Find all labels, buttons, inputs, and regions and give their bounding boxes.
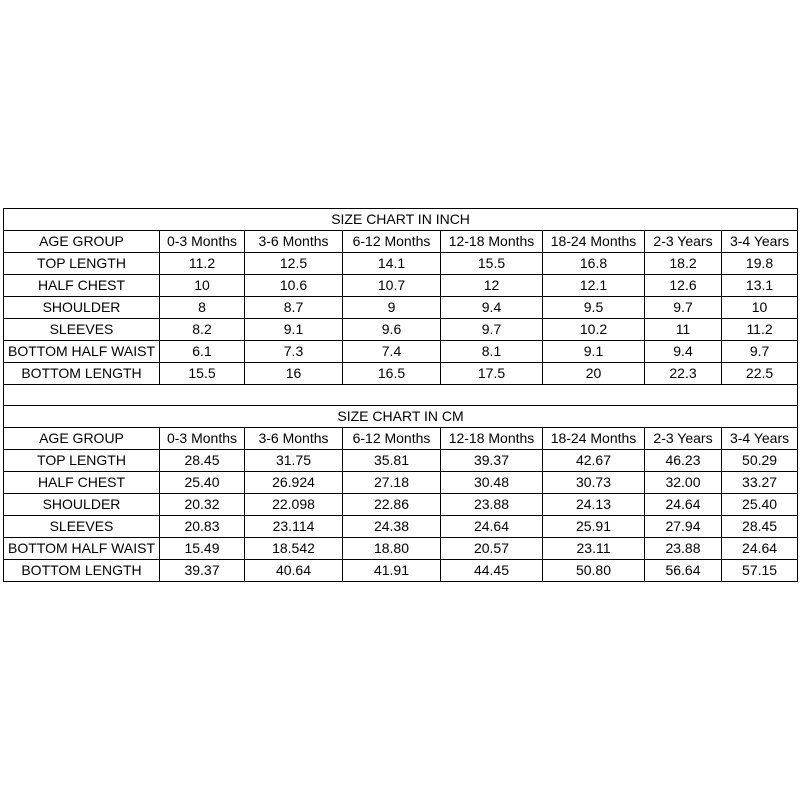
- measurement-cell: 44.45: [441, 560, 543, 582]
- measurement-cell: 31.75: [245, 450, 343, 472]
- measurement-cell: 12.6: [645, 275, 722, 297]
- row-label: BOTTOM HALF WAIST: [4, 538, 160, 560]
- column-header: 18-24 Months: [543, 428, 645, 450]
- cm-chart-table-row: [4, 494, 798, 516]
- measurement-cell: 26.924: [245, 472, 343, 494]
- measurement-cell: 10: [160, 275, 245, 297]
- inch-chart-table-row: [4, 253, 798, 275]
- inch-chart-table-row: [4, 275, 798, 297]
- row-label: SLEEVES: [4, 319, 160, 341]
- measurement-cell: 18.80: [343, 538, 441, 560]
- inch-chart-table-row: [4, 341, 798, 363]
- row-label: BOTTOM LENGTH: [4, 560, 160, 582]
- measurement-cell: 9.5: [543, 297, 645, 319]
- measurement-cell: 39.37: [441, 450, 543, 472]
- measurement-cell: 16.5: [343, 363, 441, 385]
- measurement-cell: 10.6: [245, 275, 343, 297]
- column-header: 18-24 Months: [543, 231, 645, 253]
- measurement-cell: 19.8: [722, 253, 798, 275]
- measurement-cell: 32.00: [645, 472, 722, 494]
- measurement-cell: 18.542: [245, 538, 343, 560]
- row-label: TOP LENGTH: [4, 253, 160, 275]
- cm-chart-table-row: [4, 538, 798, 560]
- cm-chart-header-row: [4, 428, 798, 450]
- column-header: 3-6 Months: [245, 428, 343, 450]
- measurement-cell: 22.5: [722, 363, 798, 385]
- measurement-cell: 24.38: [343, 516, 441, 538]
- measurement-cell: 10.7: [343, 275, 441, 297]
- cm-chart-table-row: [4, 516, 798, 538]
- column-header: 12-18 Months: [441, 231, 543, 253]
- measurement-cell: 6.1: [160, 341, 245, 363]
- column-header: AGE GROUP: [4, 231, 160, 253]
- measurement-cell: 15.5: [160, 363, 245, 385]
- measurement-cell: 22.098: [245, 494, 343, 516]
- measurement-cell: 16: [245, 363, 343, 385]
- measurement-cell: 9.6: [343, 319, 441, 341]
- measurement-cell: 11.2: [160, 253, 245, 275]
- measurement-cell: 20.83: [160, 516, 245, 538]
- column-header: 2-3 Years: [645, 428, 722, 450]
- measurement-cell: 9.7: [441, 319, 543, 341]
- measurement-cell: 16.8: [543, 253, 645, 275]
- spacer-cell: [4, 385, 798, 406]
- measurement-cell: 23.114: [245, 516, 343, 538]
- inch-chart-table-row: [4, 319, 798, 341]
- measurement-cell: 23.88: [645, 538, 722, 560]
- measurement-cell: 25.40: [160, 472, 245, 494]
- measurement-cell: 20.57: [441, 538, 543, 560]
- measurement-cell: 8.1: [441, 341, 543, 363]
- measurement-cell: 42.67: [543, 450, 645, 472]
- measurement-cell: 35.81: [343, 450, 441, 472]
- column-header: AGE GROUP: [4, 428, 160, 450]
- measurement-cell: 28.45: [722, 516, 798, 538]
- measurement-cell: 39.37: [160, 560, 245, 582]
- measurement-cell: 30.73: [543, 472, 645, 494]
- column-header: 3-6 Months: [245, 231, 343, 253]
- inch-chart-table-row: [4, 363, 798, 385]
- measurement-cell: 9.1: [245, 319, 343, 341]
- inch-chart-header-row: [4, 231, 798, 253]
- measurement-cell: 12: [441, 275, 543, 297]
- measurement-cell: 28.45: [160, 450, 245, 472]
- column-header: 0-3 Months: [160, 231, 245, 253]
- measurement-cell: 24.64: [441, 516, 543, 538]
- measurement-cell: 8.7: [245, 297, 343, 319]
- measurement-cell: 33.27: [722, 472, 798, 494]
- measurement-cell: 9.4: [441, 297, 543, 319]
- measurement-cell: 12.5: [245, 253, 343, 275]
- measurement-cell: 25.91: [543, 516, 645, 538]
- column-header: 3-4 Years: [722, 231, 798, 253]
- measurement-cell: 27.18: [343, 472, 441, 494]
- row-label: SHOULDER: [4, 494, 160, 516]
- measurement-cell: 8.2: [160, 319, 245, 341]
- measurement-cell: 24.64: [722, 538, 798, 560]
- measurement-cell: 27.94: [645, 516, 722, 538]
- size-chart-table: [3, 208, 798, 582]
- measurement-cell: 24.64: [645, 494, 722, 516]
- row-label: TOP LENGTH: [4, 450, 160, 472]
- measurement-cell: 41.91: [343, 560, 441, 582]
- cm-chart-table-row: [4, 472, 798, 494]
- measurement-cell: 20.32: [160, 494, 245, 516]
- measurement-cell: 46.23: [645, 450, 722, 472]
- row-label: BOTTOM LENGTH: [4, 363, 160, 385]
- measurement-cell: 15.5: [441, 253, 543, 275]
- row-label: HALF CHEST: [4, 275, 160, 297]
- measurement-cell: 17.5: [441, 363, 543, 385]
- spacer-row: [4, 385, 798, 406]
- measurement-cell: 7.4: [343, 341, 441, 363]
- measurement-cell: 11: [645, 319, 722, 341]
- measurement-cell: 22.3: [645, 363, 722, 385]
- inch-chart-title: SIZE CHART IN INCH: [4, 209, 798, 231]
- row-label: BOTTOM HALF WAIST: [4, 341, 160, 363]
- measurement-cell: 56.64: [645, 560, 722, 582]
- column-header: 6-12 Months: [343, 428, 441, 450]
- measurement-cell: 9.7: [722, 341, 798, 363]
- measurement-cell: 15.49: [160, 538, 245, 560]
- column-header: 0-3 Months: [160, 428, 245, 450]
- measurement-cell: 50.29: [722, 450, 798, 472]
- column-header: 12-18 Months: [441, 428, 543, 450]
- row-label: HALF CHEST: [4, 472, 160, 494]
- measurement-cell: 22.86: [343, 494, 441, 516]
- measurement-cell: 25.40: [722, 494, 798, 516]
- inch-chart-table-row: [4, 297, 798, 319]
- inch-chart-title-row: [4, 209, 798, 231]
- measurement-cell: 50.80: [543, 560, 645, 582]
- measurement-cell: 18.2: [645, 253, 722, 275]
- measurement-cell: 8: [160, 297, 245, 319]
- cm-chart-table-row: [4, 560, 798, 582]
- cm-chart-title: SIZE CHART IN CM: [4, 406, 798, 428]
- cm-chart-table-row: [4, 450, 798, 472]
- measurement-cell: 9.1: [543, 341, 645, 363]
- cm-chart-title-row: [4, 406, 798, 428]
- measurement-cell: 9.7: [645, 297, 722, 319]
- measurement-cell: 24.13: [543, 494, 645, 516]
- measurement-cell: 57.15: [722, 560, 798, 582]
- row-label: SHOULDER: [4, 297, 160, 319]
- measurement-cell: 23.88: [441, 494, 543, 516]
- measurement-cell: 11.2: [722, 319, 798, 341]
- measurement-cell: 9.4: [645, 341, 722, 363]
- measurement-cell: 14.1: [343, 253, 441, 275]
- column-header: 6-12 Months: [343, 231, 441, 253]
- measurement-cell: 9: [343, 297, 441, 319]
- measurement-cell: 10.2: [543, 319, 645, 341]
- row-label: SLEEVES: [4, 516, 160, 538]
- measurement-cell: 40.64: [245, 560, 343, 582]
- measurement-cell: 13.1: [722, 275, 798, 297]
- measurement-cell: 12.1: [543, 275, 645, 297]
- column-header: 2-3 Years: [645, 231, 722, 253]
- column-header: 3-4 Years: [722, 428, 798, 450]
- measurement-cell: 30.48: [441, 472, 543, 494]
- measurement-cell: 10: [722, 297, 798, 319]
- size-chart-body: [4, 209, 798, 582]
- measurement-cell: 7.3: [245, 341, 343, 363]
- measurement-cell: 23.11: [543, 538, 645, 560]
- measurement-cell: 20: [543, 363, 645, 385]
